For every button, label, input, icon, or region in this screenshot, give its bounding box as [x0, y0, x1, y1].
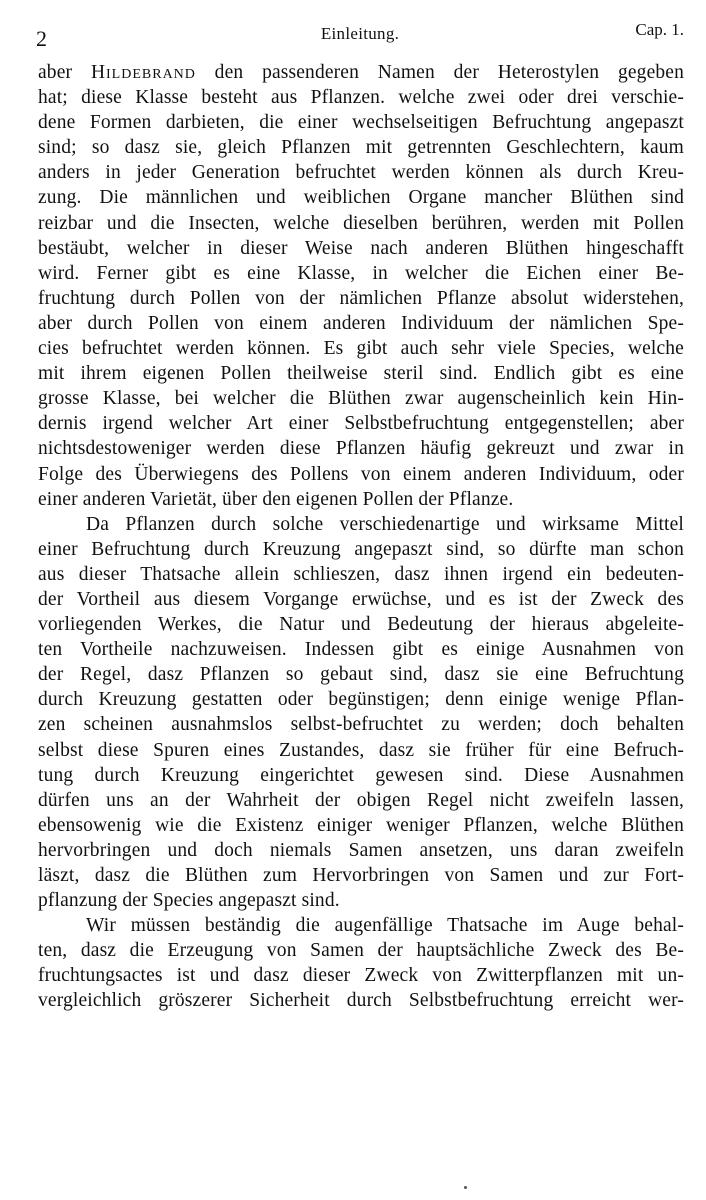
- text-line: cies befruchtet werden können. Es gibt auch sehr viele Species, welche: [38, 338, 684, 360]
- text-line: zung. Die männlichen und weiblichen Organe mancher Blüthen sind: [38, 187, 684, 209]
- text-line: fruchtungsactes ist und dasz dieser Zweck von Zwitterpflanzen mit un-: [38, 965, 684, 987]
- text-line: pflanzung der Species angepaszt sind.: [38, 890, 340, 912]
- text-line: selbst diese Spuren eines Zustandes, dasz sie früher für eine Befruch-: [38, 739, 684, 761]
- author-name: Hildebrand: [90, 62, 196, 83]
- text-line: einer anderen Varietät, über den eigenen Pollen der Pflanze.: [38, 488, 514, 510]
- text-line: wird. Ferner gibt es eine Klasse, in welcher die Eichen einer Be-: [38, 262, 684, 284]
- text-line: durch Kreuzung gestatten oder begünstigen; denn einige wenige Pflan-: [38, 689, 684, 711]
- text-line: aus dieser Thatsache allein schlieszen, dasz ihnen irgend ein bedeuten-: [38, 563, 684, 585]
- text-line: Da Pflanzen durch solche verschiedenartige und wirksame Mittel: [86, 513, 684, 535]
- text-line: läszt, dasz die Blüthen zum Hervorbringen von Samen und zur Fort-: [38, 865, 684, 886]
- text-line: ten, dasz die Erzeugung von Samen der hauptsächliche Zweck des Be-: [38, 940, 684, 962]
- text-line: der Vortheil aus diesem Vorgange erwüchse, und es ist der Zweck des: [38, 588, 684, 610]
- text-line: tung durch Kreuzung eingerichtet gewesen sind. Diese Ausnahmen: [38, 764, 684, 786]
- line-lead-word: aber: [38, 62, 91, 83]
- text-line: Folge des Überwiegens des Pollens von einem anderen Individuum, oder: [38, 463, 684, 485]
- chapter-label: Cap. 1.: [635, 20, 684, 39]
- text-line: [38, 60, 684, 85]
- text-line: grosse Klasse, bei welcher die Blüthen zwar augenscheinlich kein Hin-: [38, 388, 684, 410]
- print-speck: [464, 1186, 467, 1189]
- text-line: vergleichlich gröszerer Sicherheit durch Selbstbefruchtung erreicht wer-: [38, 990, 684, 1012]
- text-line: ebensowenig wie die Existenz einiger weniger Pflanzen, welche Blüthen: [38, 814, 684, 836]
- body-text: [38, 60, 684, 1014]
- text-line: dürfen uns an der Wahrheit der obigen Regel nicht zweifeln lassen,: [38, 789, 684, 811]
- running-head: [36, 20, 684, 50]
- running-title: Einleitung.: [320, 24, 400, 43]
- text-line: bestäubt, welcher in dieser Weise nach anderen Blüthen hingeschafft: [38, 237, 684, 259]
- line-rest: den passenderen Namen der Heterostylen gegeben: [195, 62, 684, 83]
- text-line: dene Formen darbieten, die einer wechselseitigen Befruchtung angepaszt: [38, 112, 684, 134]
- text-line: aber durch Pollen von einem anderen Individuum der nämlichen Spe-: [38, 312, 684, 334]
- text-line: hervorbringen und doch niemals Samen ansetzen, uns daran zweifeln: [38, 839, 684, 861]
- text-line: der Regel, dasz Pflanzen so gebaut sind, dasz sie eine Befruchtung: [38, 664, 684, 686]
- text-line: anders in jeder Generation befruchtet werden können als durch Kreu-: [38, 162, 684, 184]
- text-line: einer Befruchtung durch Kreuzung angepaszt sind, so dürfte man schon: [38, 538, 684, 560]
- text-line: ten Vortheile nachzuweisen. Indessen gibt es einige Ausnahmen von: [38, 639, 684, 661]
- text-line: fruchtung durch Pollen von der nämlichen Pflanze absolut widerstehen,: [38, 287, 684, 309]
- text-line: hat; diese Klasse besteht aus Pflanzen. welche zwei oder drei verschie-: [38, 87, 684, 109]
- text-line: dernis irgend welcher Art einer Selbstbefruchtung entgegenstellen; aber: [38, 413, 684, 435]
- text-line: reizbar und die Insecten, welche dieselben berühren, werden mit Pollen: [38, 212, 684, 234]
- text-line: sind; so dasz sie, gleich Pflanzen mit getrennten Geschlechtern, kaum: [38, 137, 684, 159]
- text-line: Wir müssen beständig die augenfällige Thatsache im Auge behal-: [86, 915, 684, 937]
- text-line: vorliegenden Werkes, die Natur und Bedeutung der hieraus abgeleite-: [38, 614, 684, 636]
- text-line: zen scheinen ausnahmslos selbst-befruchtet zu werden; doch behalten: [38, 714, 684, 736]
- page-number: 2: [36, 26, 47, 51]
- text-line: mit ihrem eigenen Pollen theilweise steril sind. Endlich gibt es eine: [38, 363, 684, 385]
- text-line: nichtsdestoweniger werden diese Pflanzen häufig gekreuzt und zwar in: [38, 438, 684, 460]
